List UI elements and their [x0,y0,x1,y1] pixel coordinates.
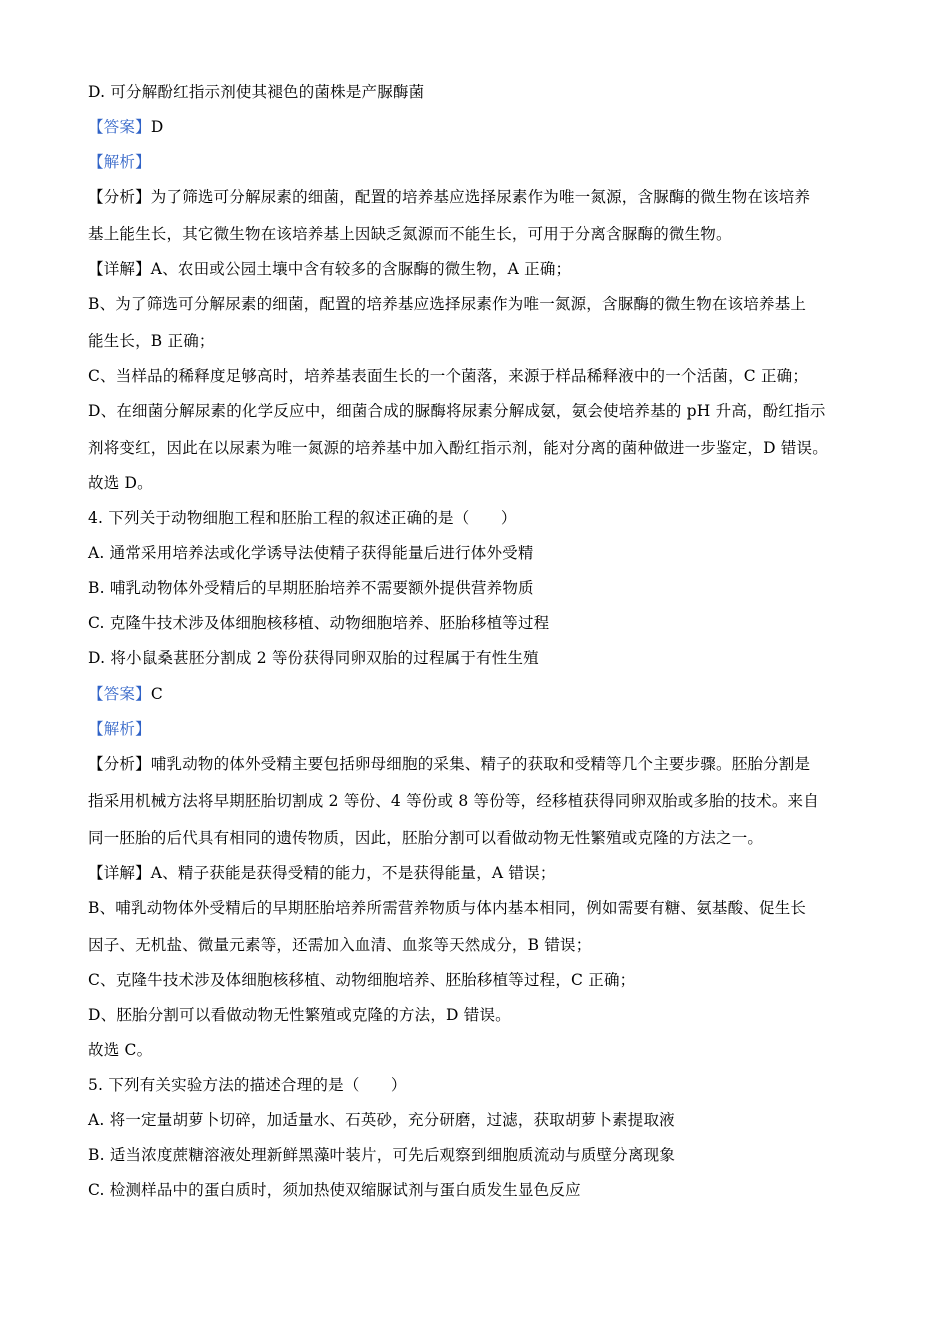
q5-option-c: C. 检测样品中的蛋白质时，须加热使双缩脲试剂与蛋白质发生显色反应 [88,1181,581,1199]
q5-stem: 5. 下列有关实验方法的描述合理的是（ ） [88,1076,407,1094]
q4-analysis-tag: 【解析】 [88,720,151,738]
q3-fenxi-line-2: 基上能生长，其它微生物在该培养基上因缺乏氮源而不能生长，可用于分离含脲酶的微生物。 [88,225,732,243]
q3-answer-value: D [150,118,164,136]
q4-stem: 4. 下列关于动物细胞工程和胚胎工程的叙述正确的是（ ） [88,509,517,527]
q3-option-d: D. 可分解酚红指示剂使其褪色的菌株是产脲酶菌 [88,83,425,101]
q3-answer-tag: 【答案】 [88,118,151,136]
q3-xiangjie-d-line-2: 剂将变红，因此在以尿素为唯一氮源的培养基中加入酚红指示剂，能对分离的菌种做进一步鉴定，D 错误。 [88,439,828,457]
q4-fenxi-line-3: 同一胚胎的后代具有相同的遗传物质，因此，胚胎分割可以看做动物无性繁殖或克隆的方法之一。 [88,829,764,847]
q3-xiangjie-c: C、当样品的稀释度足够高时，培养基表面生长的一个菌落，来源于样品稀释液中的一个活菌，C 正确； [88,367,809,385]
q3-answer [88,117,878,137]
q3-xiangjie-b-line-1: B、为了筛选可分解尿素的细菌，配置的培养基应选择尿素作为唯一氮源，含脲酶的微生物在该培养基上 [88,295,807,313]
q4-option-c: C. 克隆牛技术涉及体细胞核移植、动物细胞培养、胚胎移植等过程 [88,614,550,632]
q4-xiangjie-b-line-1: B、哺乳动物体外受精后的早期胚胎培养所需营养物质与体内基本相同，例如需要有糖、氨基酸、促生长 [88,899,807,917]
q4-xiangjie-d: D、胚胎分割可以看做动物无性繁殖或克隆的方法，D 错误。 [88,1006,511,1024]
q4-option-d: D. 将小鼠桑葚胚分割成 2 等份获得同卵双胎的过程属于有性生殖 [88,649,539,667]
q4-fenxi-line-1: 【分析】哺乳动物的体外受精主要包括卵母细胞的采集、精子的获取和受精等几个主要步骤。胚胎分割是 [88,755,811,773]
q4-option-a: A. 通常采用培养法或化学诱导法使精子获得能量后进行体外受精 [88,544,534,562]
q3-xiangjie-b-line-2: 能生长，B 正确； [88,332,215,350]
q4-option-b: B. 哺乳动物体外受精后的早期胚胎培养不需要额外提供营养物质 [88,579,534,597]
q3-xiangjie-d-line-1: D、在细菌分解尿素的化学反应中，细菌合成的脲酶将尿素分解成氨，氨会使培养基的 pH 升高，酚红指示 [88,402,826,420]
q4-answer [88,684,878,704]
q5-option-b: B. 适当浓度蔗糖溶液处理新鲜黑藻叶装片，可先后观察到细胞质流动与质壁分离现象 [88,1146,676,1164]
q3-fenxi-line-1: 【分析】为了筛选可分解尿素的细菌，配置的培养基应选择尿素作为唯一氮源，含脲酶的微生物在该培养 [88,188,811,206]
q4-answer-tag: 【答案】 [88,685,151,703]
q3-analysis-tag: 【解析】 [88,153,151,171]
q3-xiangjie-a: 【详解】A、农田或公园土壤中含有较多的含脲酶的微生物，A 正确； [88,260,572,278]
q5-option-a: A. 将一定量胡萝卜切碎，加适量水、石英砂，充分研磨，过滤，获取胡萝卜素提取液 [88,1111,675,1129]
q4-conclusion: 故选 C。 [88,1041,153,1059]
q4-answer-value: C [150,685,163,703]
q4-xiangjie-a: 【详解】A、精子获能是获得受精的能力，不是获得能量，A 错误； [88,864,556,882]
q4-xiangjie-b-line-2: 因子、无机盐、微量元素等，还需加入血清、血浆等天然成分，B 错误； [88,936,592,954]
q3-conclusion: 故选 D。 [88,474,153,492]
q4-xiangjie-c: C、克隆牛技术涉及体细胞核移植、动物细胞培养、胚胎移植等过程，C 正确； [88,971,636,989]
q4-fenxi-line-2: 指采用机械方法将早期胚胎切割成 2 等份、4 等份或 8 等份等，经移植获得同卵双胎或多胎的技术。来自 [88,792,819,810]
